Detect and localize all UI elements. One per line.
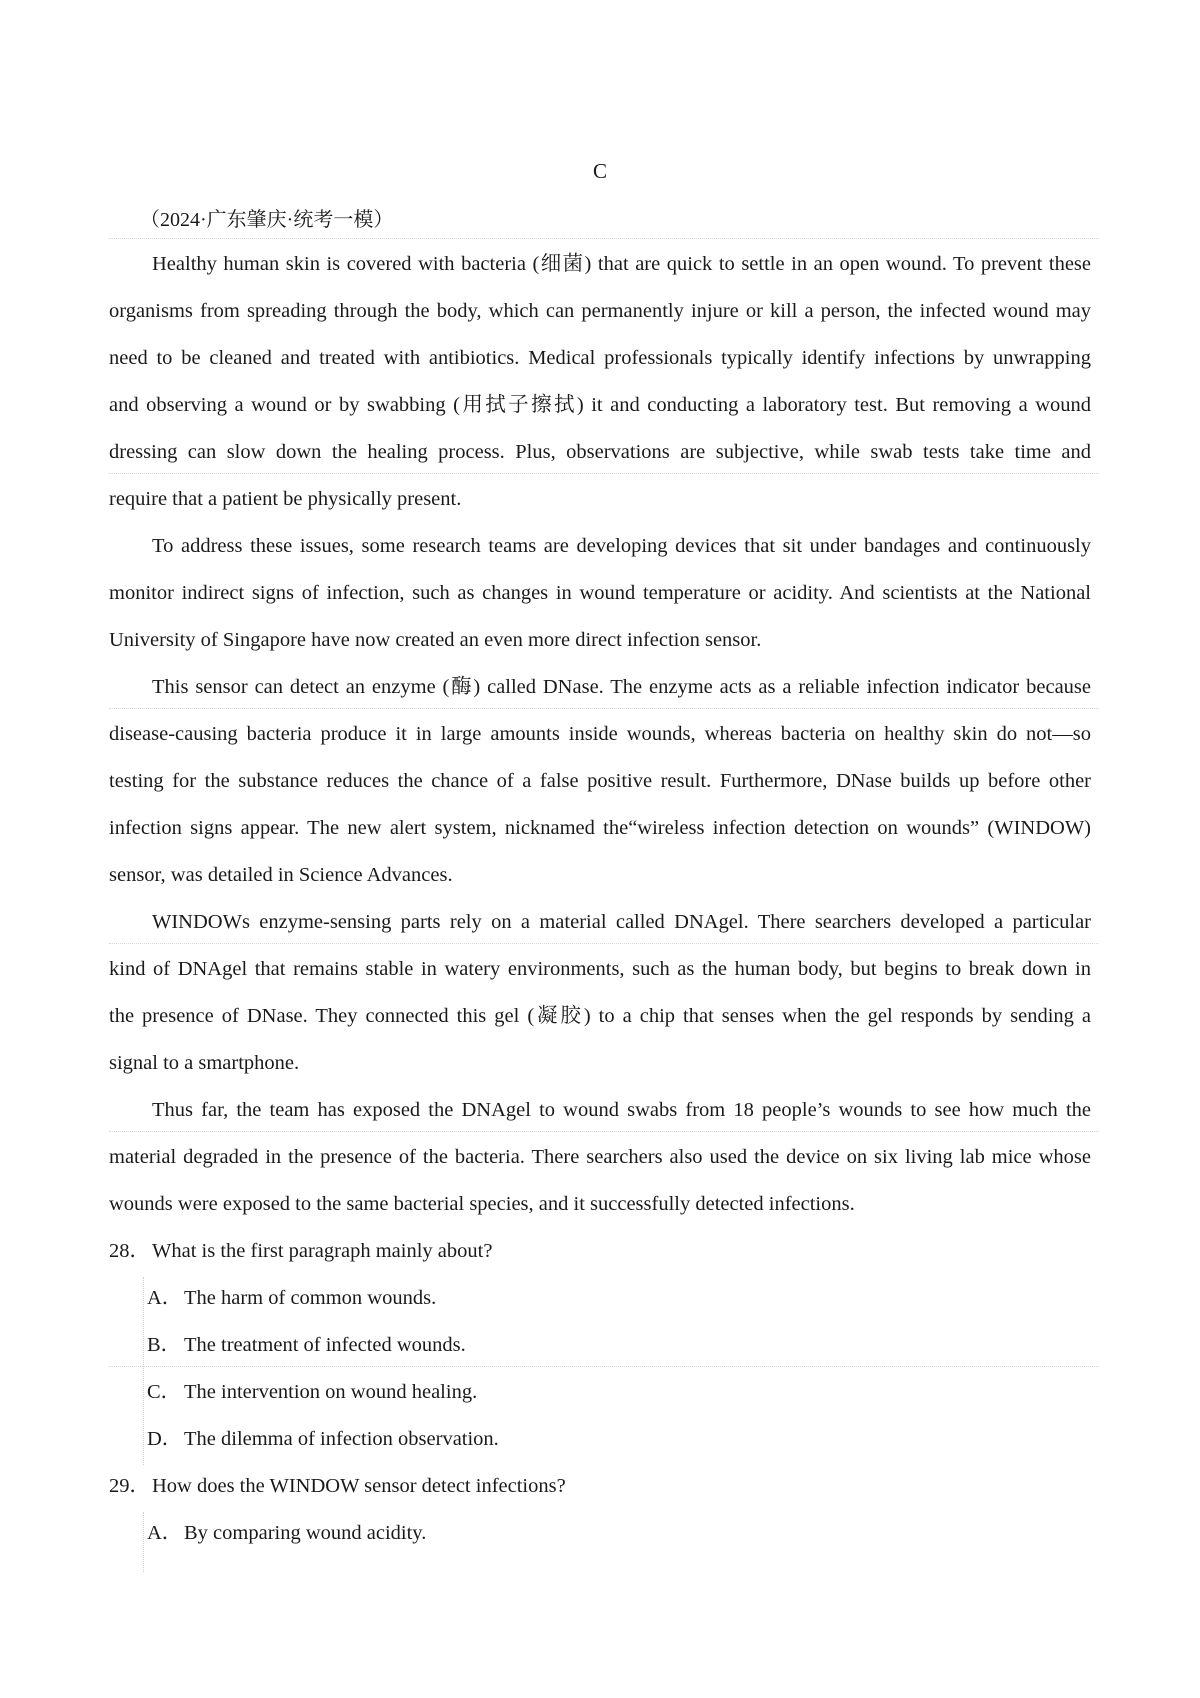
option-guide-line [143,1277,144,1465]
paragraph-line: infection signs appear. The new alert system, nicknamed the“wireless infection detection on wounds” (WINDOW) [109,817,1091,839]
option-a[interactable] [147,1510,426,1557]
paragraph-line: monitor indirect signs of infection, such as changes in wound temperature or acidity. And scientists at the National [109,582,1091,604]
paragraph-line: testing for the substance reduces the chance of a false positive result. Furthermore, DNase builds up before other [109,770,1091,792]
source-label: （2024·广东肇庆·统考一模） [140,209,394,231]
paragraph-line: This sensor can detect an enzyme (酶) called DNase. The enzyme acts as a reliable infection indicator because [152,676,1091,698]
paragraph-line: require that a patient be physically present. [109,488,462,510]
paragraph-line: sensor, was detailed in Science Advances. [109,864,453,886]
paragraph-line: and observing a wound or by swabbing (用拭子擦拭) it and conducting a laboratory test. But removing a wound [109,394,1091,416]
paragraph-line: dressing can slow down the healing process. Plus, observations are subjective, while swab tests take time and [109,441,1091,463]
paragraph-line: Healthy human skin is covered with bacteria (细菌) that are quick to settle in an open wound. To prevent these [152,253,1091,275]
option-c[interactable] [147,1369,477,1416]
option-key: C． [147,1381,182,1403]
paragraph-line: To address these issues, some research teams are developing devices that sit under bandages and continuously [152,535,1091,557]
dotted-rule [109,238,1099,239]
paragraph-line: disease-causing bacteria produce it in large amounts inside wounds, whereas bacteria on healthy skin do not—so [109,723,1091,745]
dotted-rule [109,473,1099,474]
question-number: 29． [109,1475,150,1497]
option-a[interactable] [147,1275,436,1322]
question-stem [109,1463,566,1510]
paragraph-line: signal to a smartphone. [109,1052,300,1074]
option-key: A． [147,1522,183,1544]
paragraph-line: wounds were exposed to the same bacterial species, and it successfully detected infections. [109,1193,855,1215]
question-number: 28． [109,1240,150,1262]
option-guide-line [143,1512,144,1572]
paragraph-line: kind of DNAgel that remains stable in watery environments, such as the human body, but begins to break down in [109,958,1091,980]
paragraph-line: material degraded in the presence of the bacteria. There searchers also used the device on six living lab mice whose [109,1146,1091,1168]
option-d[interactable] [147,1416,499,1463]
option-text: The treatment of infected wounds. [184,1334,466,1356]
dotted-rule [109,708,1099,709]
question-stem [109,1228,492,1275]
paragraph-line: WINDOWs enzyme-sensing parts rely on a material called DNAgel. There searchers developed a particular [152,911,1091,933]
question-text: What is the first paragraph mainly about? [152,1240,493,1262]
option-b[interactable] [147,1322,466,1369]
paragraph-line: organisms from spreading through the body, which can permanently injure or kill a person, the infected wound may [109,300,1091,322]
paragraph-line: University of Singapore have now created an even more direct infection sensor. [109,629,762,651]
dotted-rule [109,1131,1099,1132]
paragraph-line: the presence of DNase. They connected this gel (凝胶) to a chip that senses when the gel responds by sending a [109,1005,1091,1027]
paragraph-line: need to be cleaned and treated with antibiotics. Medical professionals typically identify infections by unwrapping [109,347,1091,369]
dotted-rule [109,943,1099,944]
option-text: By comparing wound acidity. [184,1522,427,1544]
paragraph-line: Thus far, the team has exposed the DNAgel to wound swabs from 18 people’s wounds to see how much the [152,1099,1091,1121]
dotted-rule [109,1366,1099,1367]
option-key: B． [147,1334,182,1356]
option-text: The intervention on wound healing. [184,1381,478,1403]
option-text: The harm of common wounds. [184,1287,437,1309]
question-text: How does the WINDOW sensor detect infections? [152,1475,566,1497]
option-key: D． [147,1428,183,1450]
section-letter: C [592,159,607,183]
option-key: A． [147,1287,183,1309]
option-text: The dilemma of infection observation. [184,1428,499,1450]
